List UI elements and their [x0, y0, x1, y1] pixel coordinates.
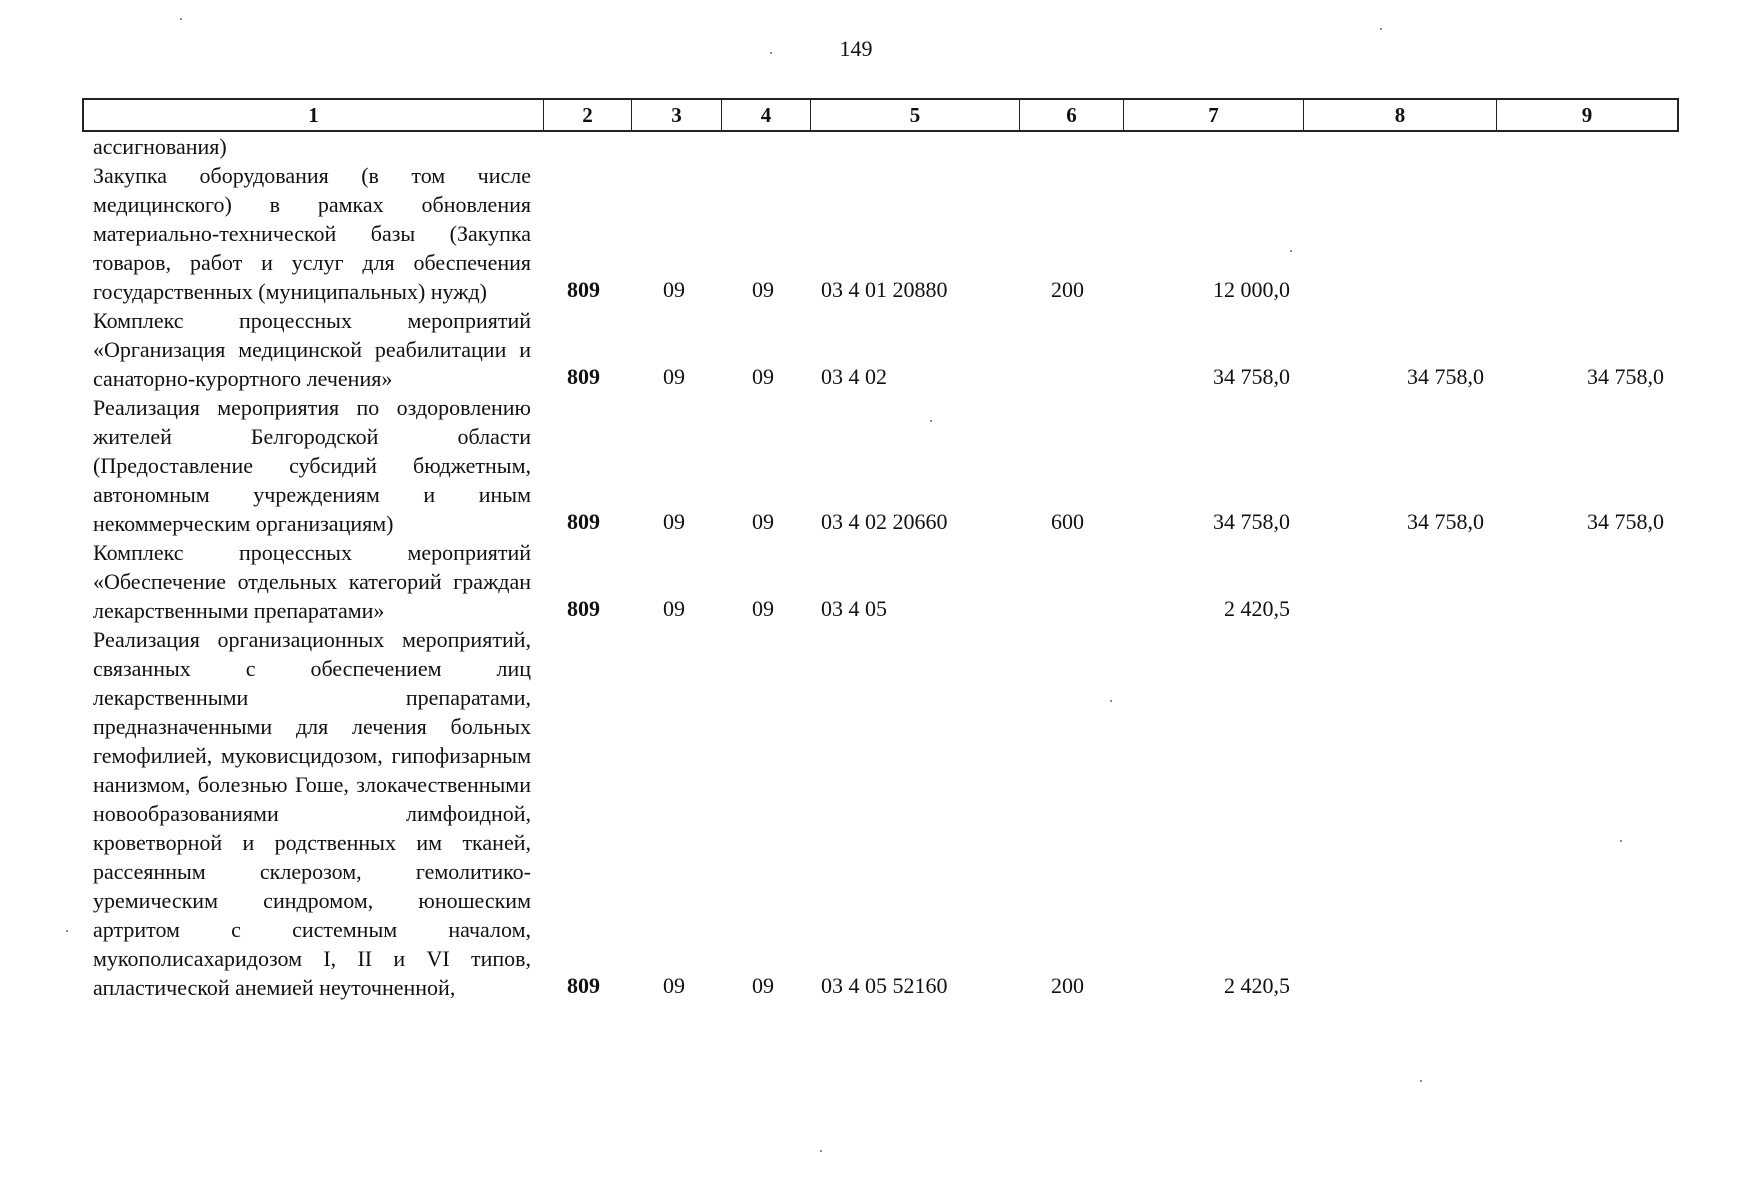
column-header-6: 6: [1020, 100, 1124, 130]
row-amount-col7: 34 758,0: [1213, 509, 1290, 534]
row-section: 09: [663, 596, 685, 621]
row-target-article: 03 4 05 52160: [821, 973, 948, 998]
table-row: [0, 161, 1760, 306]
column-header-1: 1: [84, 100, 544, 130]
row-amount-col8: 34 758,0: [1407, 509, 1484, 534]
row-ministry-code: 809: [567, 973, 600, 998]
row-ministry-code: 809: [567, 277, 600, 302]
table-header: [82, 98, 1679, 132]
column-header-9: 9: [1581, 103, 1593, 127]
column-header-5: 5: [811, 100, 1020, 130]
row-subsection: 09: [752, 509, 774, 534]
table-row: [0, 538, 1760, 625]
row-amount-col7: 2 420,5: [1224, 596, 1290, 621]
scan-speck: [820, 1150, 822, 1152]
row-section: 09: [663, 973, 685, 998]
row-expense-type: 200: [1051, 277, 1084, 302]
row-section: 09: [663, 509, 685, 534]
row-expense-type: 200: [1051, 973, 1084, 998]
table-row: [0, 393, 1760, 538]
column-header-3: 3: [632, 100, 722, 130]
row-description: Комплекс процессных мероприятий «Организация медицинской реабилитации и санаторно-курортного лечения»: [93, 308, 531, 391]
row-amount-col7: 34 758,0: [1213, 364, 1290, 389]
row-description: Комплекс процессных мероприятий «Обеспечение отдельных категорий граждан лекарственными препаратами»: [93, 540, 531, 623]
column-header-4: 4: [722, 100, 811, 130]
row-description: Реализация мероприятия по оздоровлению жителей Белгородской области (Предоставление субсидий бюджетным, автономным учреждениям и иным некоммерческим организациям): [93, 395, 531, 536]
row-subsection: 09: [752, 596, 774, 621]
scan-speck: [1420, 1080, 1422, 1082]
table-row: [0, 132, 1760, 161]
scan-speck: [1620, 840, 1622, 842]
row-description: Закупка оборудования (в том числе медицинского) в рамках обновления материально-технической базы (Закупка товаров, работ и услуг для обеспечения государственных (муниципальных) нужд): [93, 163, 531, 304]
row-target-article: 03 4 05: [821, 596, 887, 621]
row-target-article: 03 4 01 20880: [821, 277, 948, 302]
row-amount-col9: 34 758,0: [1587, 509, 1664, 534]
table-row: [0, 625, 1760, 1002]
row-subsection: 09: [752, 277, 774, 302]
column-header-2: 2: [544, 100, 632, 130]
table-row: [0, 306, 1760, 393]
row-section: 09: [663, 364, 685, 389]
row-amount-col9: 34 758,0: [1587, 364, 1664, 389]
row-subsection: 09: [752, 364, 774, 389]
scan-speck: [180, 18, 182, 20]
row-description: ассигнования): [93, 134, 227, 159]
row-target-article: 03 4 02: [821, 364, 887, 389]
row-amount-col8: 34 758,0: [1407, 364, 1484, 389]
row-subsection: 09: [752, 973, 774, 998]
scan-speck: [930, 420, 932, 422]
row-amount-col7: 2 420,5: [1224, 973, 1290, 998]
scan-speck: [770, 52, 772, 54]
column-header-7: 7: [1124, 100, 1304, 130]
row-ministry-code: 809: [567, 509, 600, 534]
row-ministry-code: 809: [567, 364, 600, 389]
table-body: [0, 132, 1760, 1002]
row-ministry-code: 809: [567, 596, 600, 621]
page-number: 149: [839, 36, 873, 61]
scan-speck: [66, 930, 68, 932]
row-amount-col7: 12 000,0: [1213, 277, 1290, 302]
scan-speck: [1290, 250, 1292, 252]
scan-speck: [1380, 28, 1382, 30]
row-expense-type: 600: [1051, 509, 1084, 534]
row-target-article: 03 4 02 20660: [821, 509, 948, 534]
row-section: 09: [663, 277, 685, 302]
column-header-8: 8: [1304, 100, 1497, 130]
scan-speck: [1110, 700, 1112, 702]
row-description: Реализация организационных мероприятий, связанных с обеспечением лиц лекарственными препаратами, предназначенными для лечения больных гемофилией, муковисцидозом, гипофизарным нанизмом, болезнью Гоше, злокачественными новообразованиями лимфоидной, кроветворной и родственных им тканей, рассеянным склерозом, гемолитико-уремическим синдромом, юношеским артритом с системным началом, мукополисахаридозом I, II и VI типов, апластической анемией неуточненной,: [93, 627, 531, 1000]
